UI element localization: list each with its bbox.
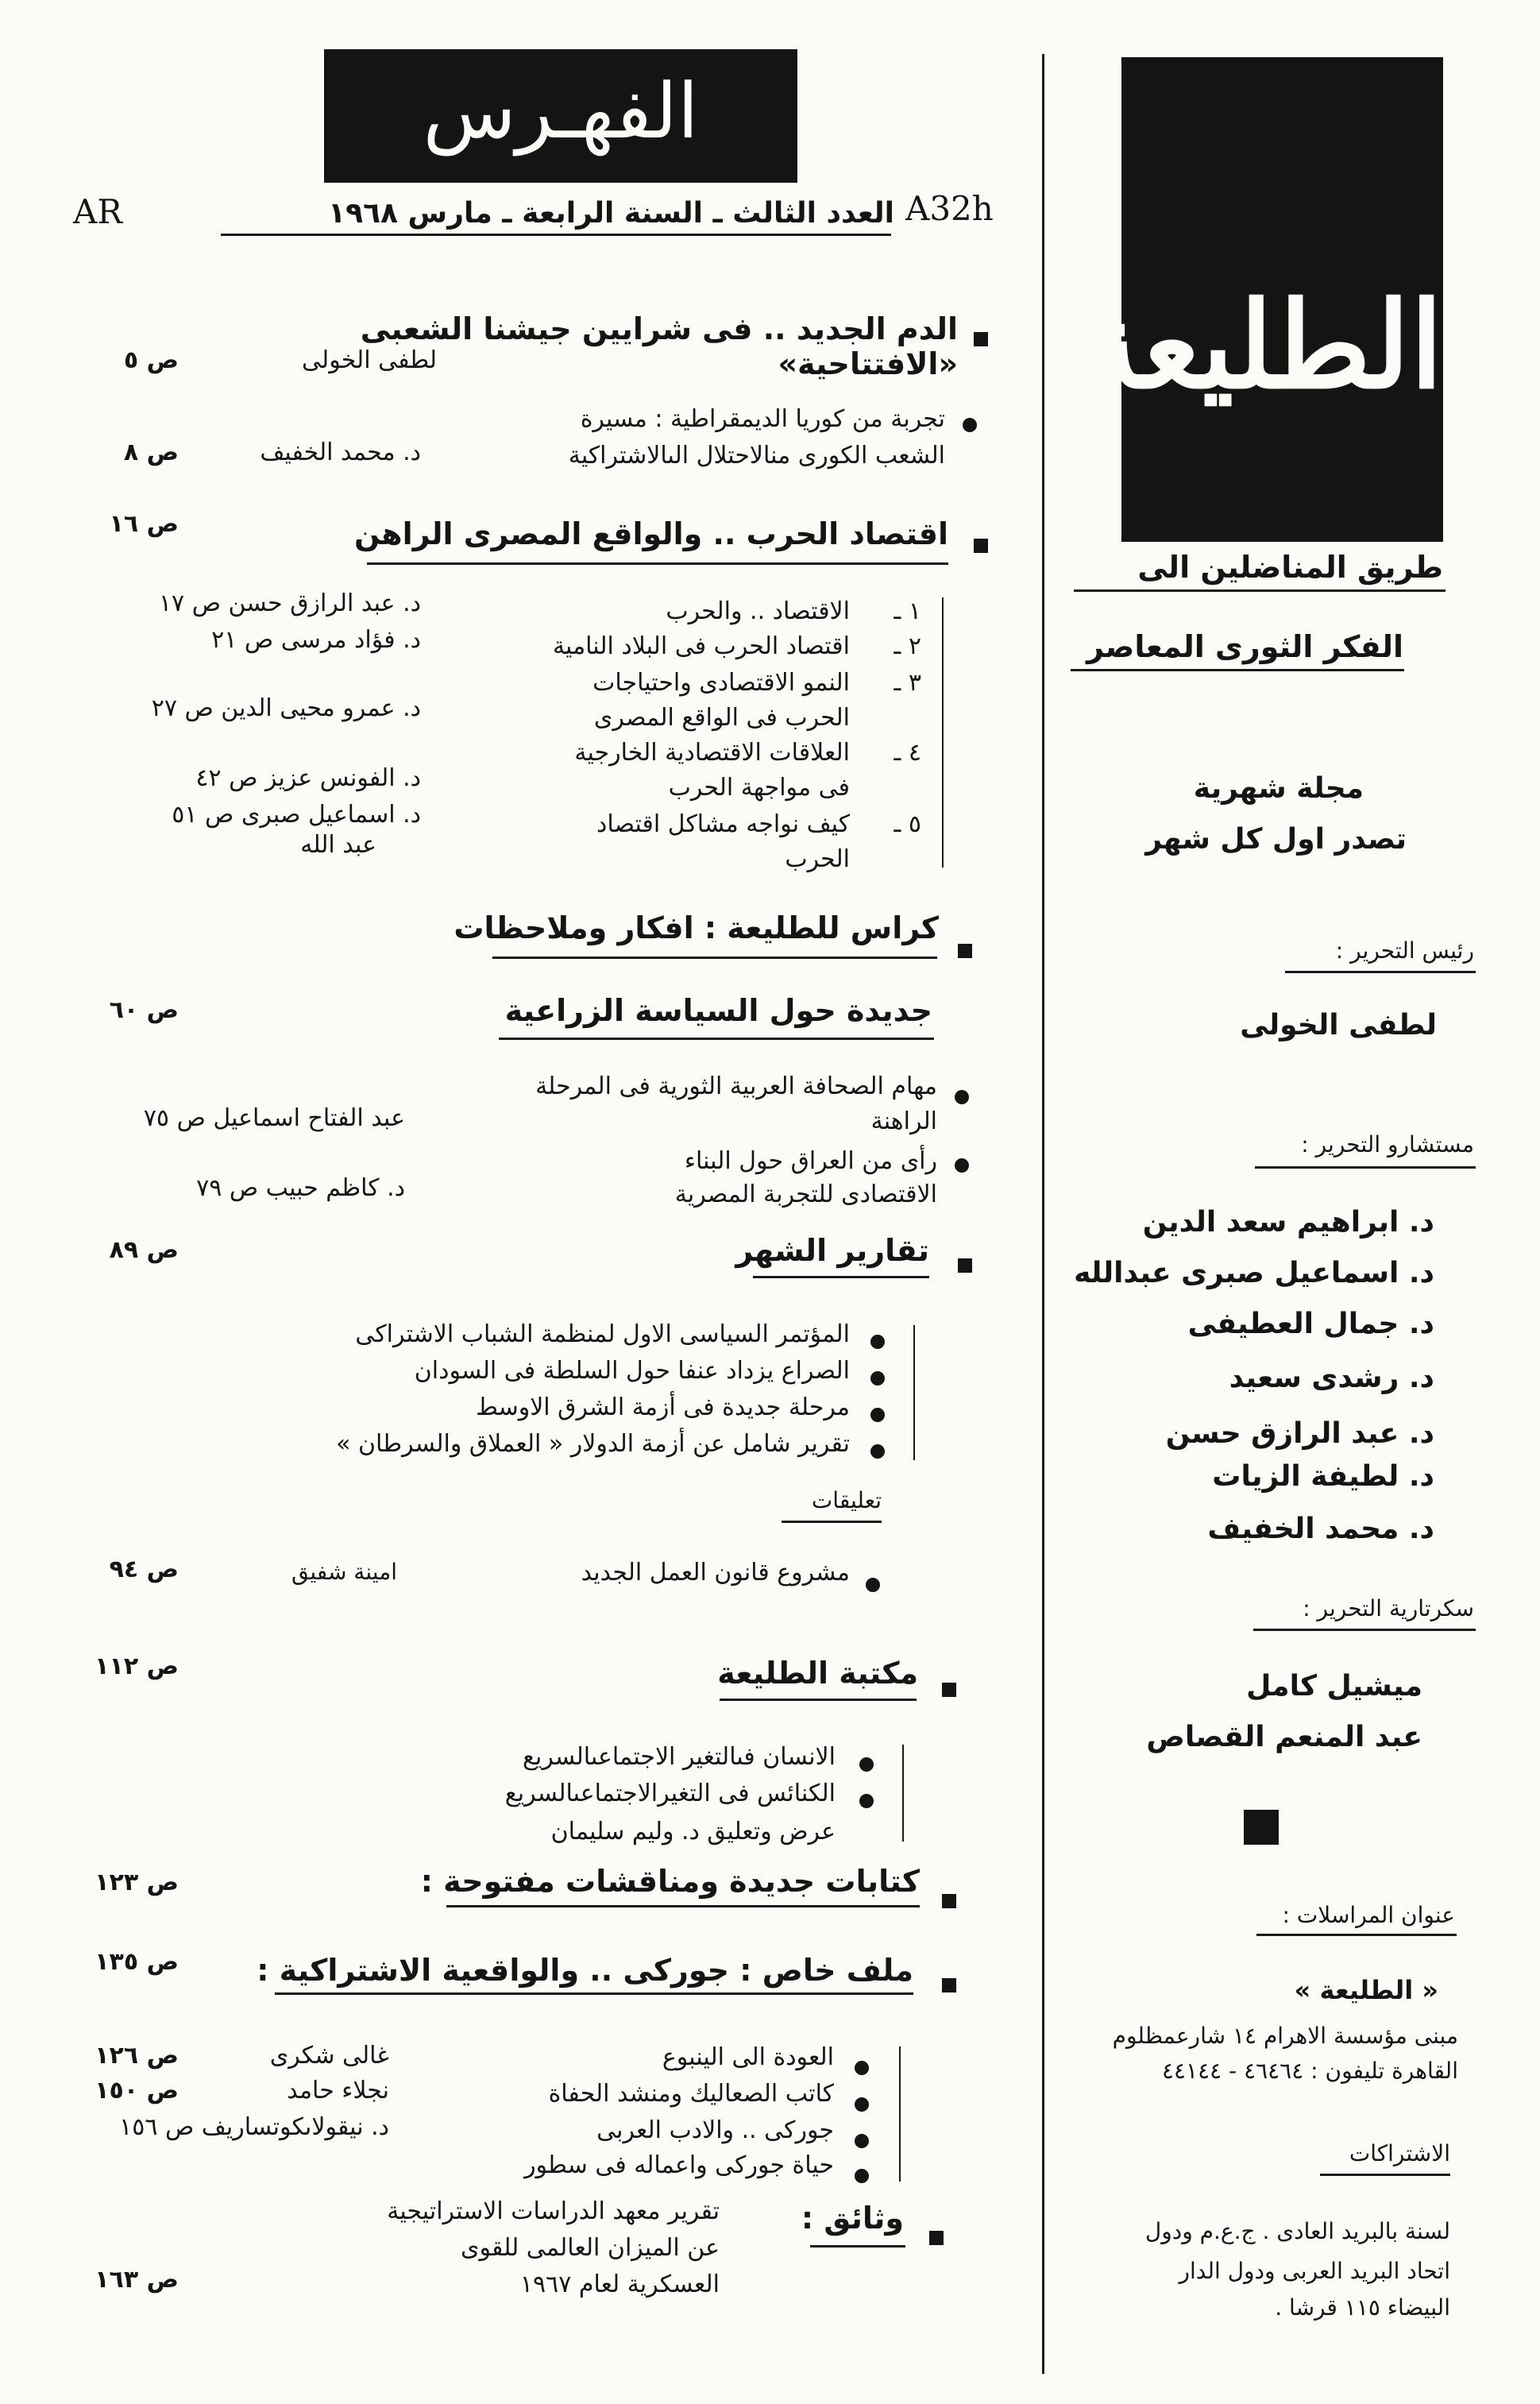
s4-item-4: تقرير شامل عن أزمة الدولار « العملاق والسرطان » [336,1430,850,1458]
s3-item-2-line-1: رأى من العراق حول البناء [684,1147,937,1175]
advisor-2: د. اسماعيل صبرى عبدالله [1074,1257,1434,1289]
s7-item-3: جوركى .. والادب العربى [596,2116,834,2144]
magazine-logo: الطليعة [1079,276,1443,415]
section-3-underline [492,957,937,959]
s3-item-1-line-1: مهام الصحافة العربية الثورية فى المرحلة [535,1073,937,1100]
section-bullet-2 [974,539,988,553]
s2-item-2-author: د. فؤاد مرسى ص ٢١ [211,626,421,654]
chief-editor-label: رئيس التحرير : [1335,937,1474,964]
s3-item-1-author: عبد الفتاح اسماعيل ص ٧٥ [143,1104,405,1132]
s7-item-3-author: د. نيقولاىكوتساريف ص ١٥٦ [119,2113,389,2141]
comments-label: تعليقات [811,1487,882,1513]
item-korea-line-2: الشعب الكورى منالاحتلال الىالاشتراكية [568,442,945,470]
section-4-title: تقارير الشهر [735,1233,929,1268]
s4-item-2: الصراع يزداد عنفا حول السلطة فى السودان [414,1357,850,1385]
advisor-4: د. رشدى سعيد [1229,1362,1434,1394]
tagline-1: طريق المناضلين الى [1137,550,1443,585]
subscriptions-label-underline [1320,2174,1450,2176]
item-korea-author: د. محمد الخفيف [260,439,421,466]
advisor-5: د. عبد الرازق حسن [1165,1417,1434,1450]
chief-editor-name: لطفى الخولى [1240,1009,1437,1042]
section-7-title: ملف خاص : جوركى .. والواقعية الاشتراكية : [257,1953,913,1988]
address-line-1: مبنى مؤسسة الاهرام ١٤ شارعمظلوم [1112,2023,1458,2049]
s8-line-2: عن الميزان العالمى للقوى [461,2234,720,2262]
secretary-2: عبد المنعم القصاص [1146,1721,1422,1753]
s2-item-3-author: د. عمرو محيى الدين ص ٢٧ [151,694,421,722]
item-bullet [859,1757,874,1772]
s2-item-1-title: الاقتصاد .. والحرب [666,597,850,625]
section-8-title: وثائق : [801,2201,904,2236]
item-korea-line-1: تجربة من كوريا الديمقراطية : مسيرة [580,405,945,433]
advisor-3: د. جمال العطيفى [1187,1308,1434,1340]
s5-item-1: الانسان فىالتغير الاجتماعىالسريع [523,1743,836,1771]
address-name: « الطليعة » [1294,1975,1438,2005]
s8-line-3: العسكرية لعام ١٩٦٧ [519,2271,720,2298]
address-label-underline [1256,1934,1457,1936]
section-4-page: ص ٨٩ [109,1236,179,1264]
secretary-1: ميشيل كامل [1246,1670,1422,1703]
item-korea-page: ص ٨ [123,439,179,466]
issue-line: العدد الثالث ـ السنة الرابعة ـ مارس ١٩٦٨ [328,197,894,230]
s7-item-2: كاتب الصعاليك ومنشد الحفاة [548,2080,834,2108]
s7-item-1-author: غالى شكرى [269,2042,389,2070]
tagline-underline-2 [1071,669,1404,671]
subscription-line-2: اتحاد البريد العربى ودول الدار [1179,2258,1450,2284]
s2-item-1-author: د. عبد الرازق حسن ص ١٧ [158,589,421,617]
section-1-title: الدم الجديد .. فى شرايين جيشنا الشعبى «الافتتاحية» [360,311,958,381]
s7-item-1-page: ص ١٢٦ [95,2042,179,2070]
item-bullet [963,418,977,432]
subscription-line-3: البيضاء ١١٥ قرشا . [1275,2294,1450,2321]
item-bullet [870,1444,885,1459]
s7-item-4: حياة جوركى واعماله فى سطور [524,2151,834,2179]
section-bullet-5 [942,1683,956,1697]
s2-item-5-title-cont: الحرب [785,845,850,873]
item-bullet [859,1794,874,1808]
section-6-underline [446,1905,920,1907]
section-4-bracket [913,1325,915,1460]
item-bullet [870,1371,885,1386]
subscriptions-label: الاشتراكات [1349,2140,1450,2166]
s2-item-4-author: د. الفونس عزيز ص ٤٢ [195,764,421,792]
s2-item-3-number: ٣ ـ [894,669,921,697]
section-2-underline [367,562,948,565]
section-bullet-3 [958,944,972,958]
index-title: الفهـرس [423,67,699,156]
advisor-7: د. محمد الخفيف [1207,1513,1434,1545]
tagline-2: الفكر الثورى المعاصر [1086,629,1403,664]
comment-item: مشروع قانون العمل الجديد [581,1559,850,1587]
item-bullet [870,1335,885,1349]
publication-schedule: تصدر اول كل شهر [1145,823,1407,856]
advisor-1: د. ابراهيم سعد الدين [1142,1206,1434,1239]
section-bullet-7 [942,1978,956,1992]
item-bullet [855,2097,869,2112]
section-7-page: ص ١٣٥ [95,1948,179,1976]
section-7-underline [275,1992,913,1995]
chief-label-underline [1285,971,1476,973]
secretariat-label: سكرتارية التحرير : [1303,1595,1474,1621]
s5-note: عرض وتعليق د. وليم سليمان [550,1818,836,1846]
item-bullet [955,1090,969,1104]
item-bullet [955,1158,969,1173]
issue-underline [221,234,891,236]
s2-item-4-number: ٤ ـ [894,739,921,767]
s7-item-1: العودة الى الينبوع [662,2043,834,2071]
s2-item-5-author-cont: عبد الله [300,831,376,859]
address-line-2: القاهرة تليفون : ٤٦٤٦٤ - ٤٤١٤٤ [1161,2058,1458,2084]
handwritten-code-right: A32h [905,189,994,228]
s8-line-1: تقرير معهد الدراسات الاستراتيجية [387,2197,720,2225]
section-5-underline [720,1699,917,1701]
advisors-label-underline [1255,1166,1476,1169]
section-3-page: ص ٦٠ [109,996,179,1024]
section-6-title: كتابات جديدة ومناقشات مفتوحة : [420,1864,920,1899]
section-1-page: ص ٥ [123,346,179,374]
section-3-subtitle-underline [499,1038,934,1040]
s3-item-2-line-2: الاقتصادى للتجربة المصرية [674,1181,937,1208]
comment-author: امينة شفيق [291,1559,397,1585]
section-5-page: ص ١١٢ [95,1652,179,1680]
s5-item-2: الكنائس فى التغيرالاجتماعىالسريع [504,1780,836,1807]
section-bullet-8 [929,2231,944,2245]
s8-page: ص ١٦٣ [95,2266,179,2294]
s4-item-1: المؤتمر السياسى الاول لمنظمة الشباب الاشتراكى [355,1320,850,1348]
section-5-bracket [902,1745,904,1842]
section-2-page: ص ١٦ [109,510,179,538]
section-2-title: اقتصاد الحرب .. والواقع المصرى الراهن [354,516,948,551]
s2-item-2-title: اقتصاد الحرب فى البلاد النامية [552,632,850,660]
section-7-bracket [899,2046,901,2182]
section-5-title: مكتبة الطليعة [717,1656,918,1691]
s2-item-5-author: د. اسماعيل صبرى ص ٥١ [172,801,421,829]
s2-item-2-number: ٢ ـ [894,632,921,660]
advisors-label: مستشارو التحرير : [1301,1131,1474,1158]
s2-item-1-number: ١ ـ [894,597,921,625]
section-bullet-1 [974,332,988,346]
s7-item-2-page: ص ١٥٠ [95,2077,179,2104]
s7-item-2-author: نجلاء حامد [287,2077,389,2104]
advisor-6: د. لطيفة الزيات [1212,1460,1434,1493]
item-bullet [870,1408,885,1422]
section-bullet-4 [958,1258,972,1273]
comments-label-underline [782,1521,882,1523]
s2-item-3-title-cont: الحرب فى الواقع المصرى [593,704,850,732]
magazine-type: مجلة شهرية [1193,772,1364,805]
section-bullet-6 [942,1894,956,1908]
section-8-underline [810,2245,905,2247]
s2-item-3-title: النمو الاقتصادى واحتياجات [592,669,850,697]
item-bullet [855,2169,869,2183]
item-bullet [855,2134,869,2148]
item-bullet [866,1578,880,1592]
section-1-author: لطفى الخولى [302,346,437,374]
address-label: عنوان المراسلات : [1282,1902,1455,1928]
s3-item-2-author: د. كاظم حبيب ص ٧٩ [196,1174,405,1202]
s4-item-3: مرحلة جديدة فى أزمة الشرق الاوسط [476,1393,850,1421]
secretariat-label-underline [1253,1629,1476,1631]
tagline-underline [1074,589,1445,592]
s2-item-4-title: العلاقات الاقتصادية الخارجية [574,739,850,767]
section-4-underline [753,1276,929,1278]
s2-item-4-title-cont: فى مواجهة الحرب [668,774,850,802]
section-2-bracket [942,597,944,868]
section-6-page: ص ١٢٣ [95,1869,179,1896]
section-3-title: كراس للطليعة : افكار وملاحظات [454,910,939,945]
s2-item-5-title: كيف نواجه مشاكل اقتصاد [596,810,850,838]
s3-item-1-line-2: الراهنة [870,1107,937,1135]
item-bullet [855,2061,869,2075]
separator-square [1244,1810,1279,1845]
subscription-line-1: لسنة بالبريد العادى . ج.ع.م ودول [1144,2218,1450,2244]
s2-item-5-number: ٥ ـ [894,810,921,838]
comment-page: ص ٩٤ [109,1556,179,1583]
handwritten-code-left: AR [73,192,122,231]
section-3-subtitle: جديدة حول السياسة الزراعية [504,993,932,1028]
